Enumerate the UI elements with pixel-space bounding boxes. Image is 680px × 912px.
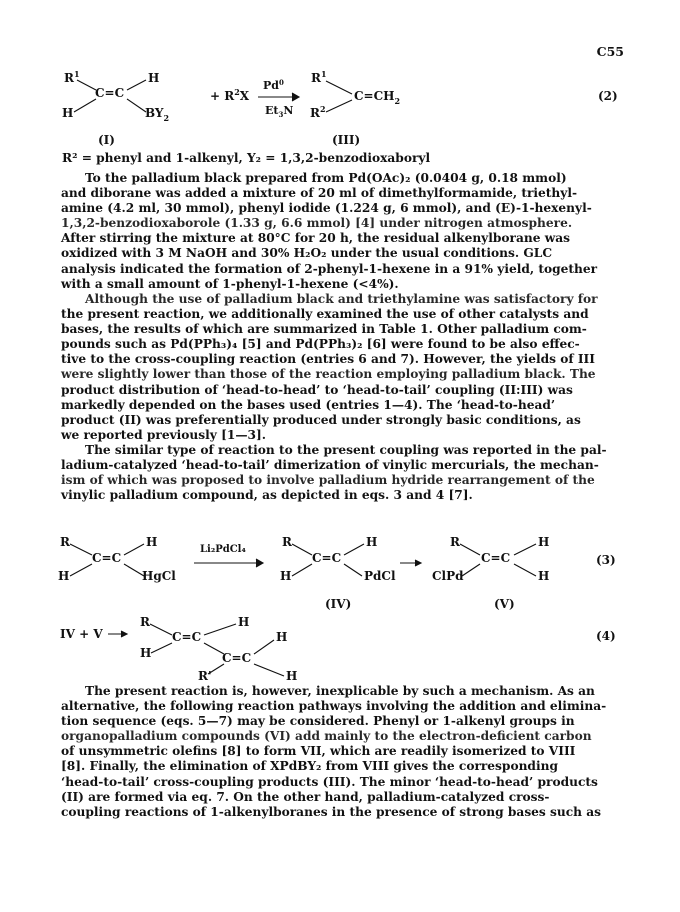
bond	[127, 99, 146, 112]
bond	[292, 544, 312, 555]
bond	[204, 624, 236, 635]
bond	[124, 564, 144, 576]
eq2-ceq: C=C	[95, 86, 125, 100]
eq3-hgcl: HgCl	[142, 569, 176, 583]
eq3-h: H	[146, 535, 158, 549]
eq2-h-bottom: H	[62, 106, 74, 120]
eq2-label-i: (I)	[98, 133, 115, 147]
text-line: organopalladium compounds (VI) add mainly to the electron-deficient carbon	[61, 729, 592, 744]
bond	[70, 544, 92, 555]
eq4-ceq-1: C=C	[172, 630, 202, 644]
text-line: bases, the results of which are summarized in Table 1. Other palladium com-	[61, 322, 587, 337]
eq4-h-left: H	[140, 646, 152, 660]
bond	[77, 80, 96, 90]
bond	[74, 99, 96, 112]
text-line: vinylic palladium compound, as depicted in eqs. 3 and 4 [7].	[61, 488, 473, 503]
text-line: ism of which was proposed to involve palladium hydride rearrangement of the	[61, 473, 595, 488]
scheme-eq3	[0, 532, 680, 612]
eq3-pdcl: PdCl	[364, 569, 396, 583]
text-line: alternative, the following reaction pathways involving the addition and elimina-	[61, 699, 607, 714]
text-line: The similar type of reaction to the present coupling was reported in the pal-	[85, 443, 607, 457]
text-line: The present reaction is, however, inexplicable by such a mechanism. As an	[85, 684, 595, 698]
paragraph-3	[61, 443, 623, 503]
scheme-eq3-svg	[0, 532, 680, 612]
text-line: tion sequence (eqs. 5—7) may be considered. Phenyl or 1-alkenyl groups in	[61, 714, 575, 729]
eq3-ceq-iv: C=C	[312, 551, 342, 565]
eq4-rp: R'	[198, 669, 212, 683]
bond	[151, 643, 172, 653]
eq3-h-v: H	[538, 535, 550, 549]
eq3-label-v: (V)	[494, 597, 515, 611]
text-line: with a small amount of 1-phenyl-1-hexene (<4%).	[61, 276, 399, 291]
scheme-eq4	[0, 616, 680, 686]
eq3-label-iv: (IV)	[325, 597, 352, 611]
bond	[460, 544, 480, 555]
eq2-number: (2)	[598, 89, 618, 103]
eq2-base: $Et_3N$	[265, 104, 294, 119]
text-line: pounds such as Pd(PPh₃)₄ [5] and Pd(PPh₃)₂ [6] were found to be also effec-	[61, 337, 580, 352]
bond	[292, 564, 312, 576]
text-line: product (II) was preferentially produced under strongly basic conditions, as	[61, 412, 581, 427]
eq4-r: R	[140, 616, 150, 629]
text-line: and diborane was added a mixture of 20 ml of dimethylformamide, triethyl-	[61, 186, 578, 201]
eq3-ceq: C=C	[92, 551, 122, 565]
text-line: ladium-catalyzed ‘head-to-tail’ dimerization of vinylic mercurials, the mechan-	[61, 458, 599, 473]
text-line: ‘head-to-tail’ cross-coupling products (III). The minor ‘head-to-head’ products	[61, 774, 598, 789]
bond	[127, 80, 146, 90]
eq2-r1: $R^1$	[64, 69, 80, 85]
eq4-number: (4)	[596, 629, 616, 643]
eq2-prod-r1: $R^1$	[311, 69, 327, 85]
arrow-head	[415, 560, 421, 566]
text-line: product distribution of ‘head-to-head’ to ‘head-to-tail’ coupling (II:III) was	[61, 382, 573, 397]
text-line: coupling reactions of 1-alkenylboranes in the presence of strong bases such as	[61, 804, 602, 819]
text-line: analysis indicated the formation of 2-phenyl-1-hexene in a 91% yield, together	[61, 261, 598, 276]
paragraph-4	[61, 684, 623, 820]
eq4-h-top: H	[238, 616, 250, 629]
bond	[254, 640, 274, 654]
paragraph-2	[61, 292, 623, 443]
eq2-prod-ch2: $C=CH_2$	[354, 89, 401, 106]
text-line: oxidized with 3 M NaOH and 30% H₂O₂ under the usual conditions. GLC	[61, 246, 553, 261]
paragraph-1	[61, 171, 623, 292]
bond	[326, 100, 352, 112]
bond	[150, 624, 172, 635]
eq2-prod-r2: $R^2$	[310, 104, 326, 120]
bond	[254, 664, 284, 676]
text-line: 1,3,2-benzodioxaborole (1.33 g, 6.6 mmol) [4] under nitrogen atmosphere.	[61, 216, 573, 231]
bond	[70, 564, 92, 576]
text-line: amine (4.2 ml, 30 mmol), phenyl iodide (1.224 g, 6 mmol), and (E)-1-hexenyl-	[61, 201, 592, 216]
text-line: the present reaction, we additionally examined the use of other catalysts and	[61, 307, 589, 322]
eq3-r-iv: R	[282, 535, 292, 549]
eq3-number: (3)	[596, 553, 616, 567]
eq4-h-bottom: H	[286, 669, 298, 683]
text-line: tive to the cross-coupling reaction (entries 6 and 7). However, the yields of III	[61, 352, 595, 367]
bond	[344, 564, 362, 576]
bond	[204, 643, 224, 654]
eq3-h2-v: H	[538, 569, 550, 583]
text-line: Although the use of palladium black and triethylamine was satisfactory for	[85, 292, 598, 306]
bond	[124, 544, 144, 555]
arrow-head	[121, 631, 127, 637]
eq2-by2: $BY_2$	[145, 106, 170, 123]
bond	[514, 544, 536, 555]
text-line: [8]. Finally, the elimination of XPdBY₂ from VIII gives the corresponding	[61, 759, 558, 774]
text-line: markedly depended on the bases used (entries 1—4). The ‘head-to-head’	[61, 397, 556, 412]
arrow-head	[256, 559, 263, 567]
eq2-plus-r2x: + $R^2X$	[210, 87, 250, 103]
text-line: of unsymmetric olefins [8] to form VII, which are readily isomerized to VIII	[61, 744, 576, 759]
eq3-h2: H	[58, 569, 70, 583]
text-line: To the palladium black prepared from Pd(OAc)₂ (0.0404 g, 0.18 mmol)	[85, 171, 567, 185]
scheme-eq2-svg	[0, 66, 680, 151]
scheme-eq4-svg	[0, 616, 680, 686]
bond	[326, 81, 352, 94]
eq4-ceq-2: C=C	[222, 651, 252, 665]
page-number: C55	[596, 44, 624, 59]
eq3-clpd: ClPd	[432, 569, 464, 583]
eq2-catalyst: Pd$^0$	[263, 78, 284, 92]
eq3-r: R	[60, 535, 70, 549]
text-line: we reported previously [1—3].	[61, 427, 267, 442]
eq3-reagent: Li₂PdCl₄	[200, 544, 246, 555]
text-line: were slightly lower than those of the reaction employing palladium black. The	[61, 367, 596, 382]
eq4-h-right: H	[276, 630, 288, 644]
eq2-label-iii: (III)	[332, 133, 361, 147]
bond	[462, 564, 480, 576]
bond	[344, 544, 364, 555]
text-line: (II) are formed via eq. 7. On the other hand, palladium-catalyzed cross-	[61, 789, 550, 804]
eq2-h-top: H	[148, 71, 160, 85]
eq3-r-v: R	[450, 535, 460, 549]
text-line: After stirring the mixture at 80°C for 20 h, the residual alkenylborane was	[61, 231, 570, 246]
arrow-head	[292, 93, 299, 101]
definition-line: R² = phenyl and 1-alkenyl, Y₂ = 1,3,2-benzodioxaboryl	[62, 151, 431, 165]
bond	[514, 564, 536, 576]
eq3-ceq-v: C=C	[481, 551, 511, 565]
scheme-eq2	[0, 66, 680, 151]
eq3-h2-iv: H	[280, 569, 292, 583]
eq4-lhs: IV + V	[60, 627, 103, 641]
eq3-h-iv: H	[366, 535, 378, 549]
